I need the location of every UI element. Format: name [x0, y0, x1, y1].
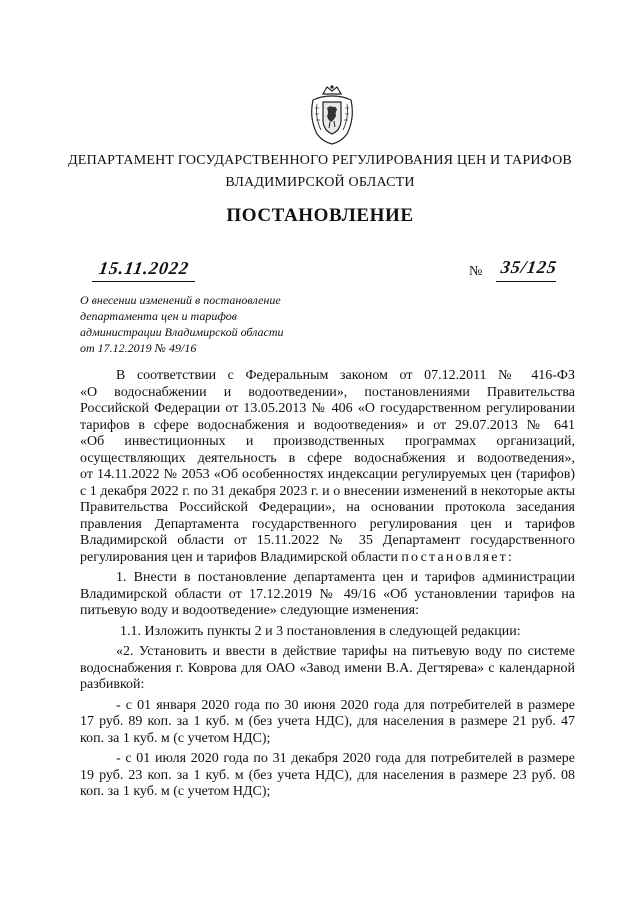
- quote-item-2-line: «2. Установить и ввести в действие тарифы на питьевую воду по системе: [116, 644, 575, 659]
- tariff-period-1-line: - с 01 января 2020 года по 30 июня 2020 года для потребителей в размере: [116, 697, 575, 713]
- document-subject: [80, 292, 340, 356]
- subject-line: департамента цен и тарифов: [80, 309, 237, 323]
- preamble-line: с 1 декабря 2022 г. по 31 декабря 2023 г. и о внесении изменений в некоторые акты: [80, 483, 575, 499]
- document-number: 35/125: [499, 257, 559, 277]
- preamble-line: регулирования цен и тарифов Владимирской области: [80, 549, 398, 565]
- tariff-period-1-paragraph: [80, 698, 575, 748]
- document-date: 15.11.2022: [97, 258, 191, 278]
- subject-line: О внесении изменений в постановление: [80, 293, 281, 307]
- tariff-period-2-line: 19 руб. 23 коп. за 1 куб. м (без учета НДС), для населения в размере 23 руб. 08: [80, 767, 575, 783]
- preamble-line: осуществляющих деятельность в сфере водоснабжения и водоотведения»,: [80, 450, 575, 466]
- subject-line: администрации Владимирской области: [80, 325, 284, 339]
- item-1-line: 1. Внести в постановление департамента цен и тарифов администрации: [116, 570, 575, 585]
- resolve-word: постановляет:: [401, 549, 515, 565]
- preamble-line: Правительства Российской Федерации», на основании протокола заседания: [80, 500, 575, 515]
- preamble-line: правления Департамента государственного регулирования цен и тарифов: [80, 516, 575, 532]
- preamble-line: В соответствии с Федеральным законом от 07.12.2011 № 416-ФЗ: [116, 368, 575, 383]
- item-1-line: Владимирской области от 17.12.2019 № 49/16 «Об установлении тарифов на: [80, 586, 575, 602]
- coat-of-arms-icon: [309, 84, 355, 146]
- quote-item-2-line: водоснабжения г. Коврова для ОАО «Завод имени В.А. Дегтярева» с календарной: [80, 660, 575, 676]
- number-underline: [496, 281, 556, 282]
- preamble-line: тарифов в сфере водоснабжения и водоотведения» и от 29.07.2013 № 641: [80, 417, 575, 433]
- document-title: ПОСТАНОВЛЕНИЕ: [226, 205, 414, 226]
- subject-line: от 17.12.2019 № 49/16: [80, 341, 197, 355]
- preamble-line: «О водоснабжении и водоотведении», постановлениями Правительства: [80, 384, 575, 400]
- tariff-period-1-line: коп. за 1 куб. м (с учетом НДС);: [80, 730, 271, 746]
- tariff-period-2-line: - с 01 июля 2020 года по 31 декабря 2020 года для потребителей в размере: [116, 751, 575, 766]
- item-1-paragraph: [80, 570, 575, 620]
- department-name-line1: ДЕПАРТАМЕНТ ГОСУДАРСТВЕННОГО РЕГУЛИРОВАНИЯ ЦЕН И ТАРИФОВ: [68, 153, 572, 168]
- tariff-period-2-line: коп. за 1 куб. м (с учетом НДС);: [80, 784, 271, 799]
- preamble-line: от 14.11.2022 № 2053 «Об особенностях индексации регулируемых цен (тарифов): [80, 467, 575, 482]
- item-1-1-line: 1.1. Изложить пункты 2 и 3 постановления в следующей редакции:: [120, 623, 521, 639]
- preamble-last-line: [80, 550, 575, 567]
- quote-item-2-line: разбивкой:: [80, 677, 145, 692]
- date-underline: [92, 281, 195, 282]
- item-1-1-paragraph: [80, 624, 575, 641]
- preamble-line: «Об инвестиционных и производственных программах организаций,: [80, 434, 575, 449]
- quote-item-2-paragraph: [80, 644, 575, 694]
- tariff-period-1-line: 17 руб. 89 коп. за 1 куб. м (без учета НДС), для населения в размере 21 руб. 47: [80, 714, 575, 729]
- department-name-line2: ВЛАДИМИРСКОЙ ОБЛАСТИ: [225, 175, 415, 190]
- number-label: №: [469, 264, 483, 279]
- preamble-line: Владимирской области от 15.11.2022 № 35 Департамент государственного: [80, 533, 575, 548]
- item-1-line: питьевую воду и водоотведение» следующие изменения:: [80, 603, 419, 618]
- document-body: [80, 368, 575, 801]
- tariff-period-2-paragraph: [80, 751, 575, 801]
- preamble-paragraph: [80, 368, 575, 566]
- preamble-line: Российской Федерации от 13.05.2013 № 406 «О государственном регулировании: [80, 401, 575, 416]
